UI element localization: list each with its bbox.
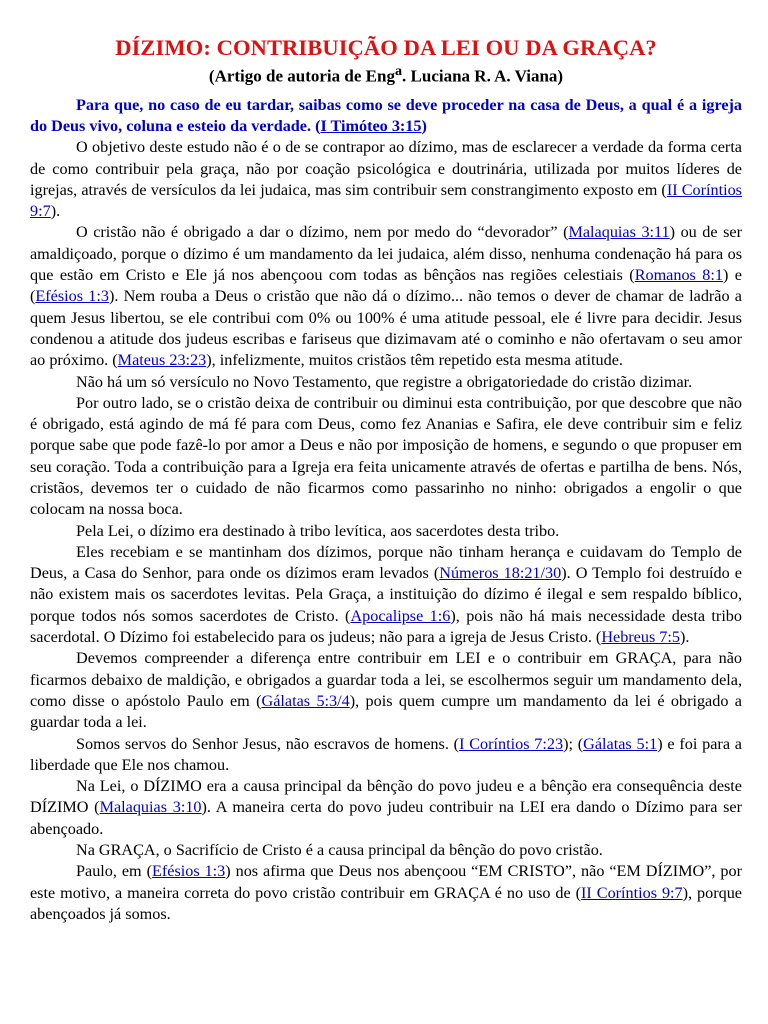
paragraph-text: O cristão não é obrigado a dar o dízimo, nem por medo do “devorador” ( — [76, 223, 569, 242]
paragraph-text: ), pois não há mais necessidade desta tribo sacerdotal. O Dízimo foi estabelecido para os judeus; não para a igreja de Jesus Cristo. ( — [30, 606, 742, 647]
subtitle-author: . Luciana R. A. Viana) — [402, 66, 564, 86]
paragraph-text: Para que, no caso de eu tardar, saibas como se deve proceder na casa de Deus, a qual é a igreja do Deus vivo, coluna e esteio da verdade. ( — [30, 95, 742, 135]
scripture-reference-link[interactable]: Malaquias 3:10 — [99, 798, 202, 817]
paragraph-text: Devemos compreender a diferença entre contribuir em LEI e o contribuir em GRAÇA, para não ficarmos debaixo de maldição, e obrigados a guardar toda a lei, se escolhermos seguir um mandamento dela, como disse o apóstolo Paulo em ( — [30, 649, 742, 710]
subtitle-superscript: a — [394, 63, 403, 79]
paragraph — [30, 840, 742, 861]
scripture-reference-link[interactable]: Mateus 23:23 — [117, 351, 207, 370]
scripture-reference-link[interactable]: Gálatas 5:1 — [583, 734, 658, 753]
scripture-reference-link[interactable]: II Coríntios 9:7 — [581, 883, 683, 902]
document-title: DÍZIMO: CONTRIBUIÇÃO DA LEI OU DA GRAÇA? — [115, 35, 657, 60]
article-body — [30, 95, 742, 926]
paragraph-text: ). — [50, 202, 61, 221]
epigraph-verse — [30, 95, 742, 138]
paragraph-text: O objetivo deste estudo não é o de se contrapor ao dízimo, mas de esclarecer a verdade da forma certa de como contribuir pela graça, não por coação psicológica e doutrinária, utilizada por muitos líderes de igrejas, através de versículos da lei judaica, mas sim contribuir sem constrangimento exposto em ( — [30, 138, 742, 199]
paragraph-text: ); ( — [563, 734, 584, 753]
paragraph-text: ) nos afirma que Deus nos abençoou “EM CRISTO”, não “EM DÍZIMO”, por este motivo, a maneira correta do povo cristão contribuir em GRAÇA é no uso de ( — [30, 862, 742, 902]
paragraph-text: Eles recebiam e se mantinham dos dízimos, porque não tinham herança e cuidavam do Templo de Deus, a Casa do Senhor, para onde os dízimos eram levados ( — [30, 542, 742, 583]
scripture-reference-link[interactable]: II Coríntios 9:7 — [30, 180, 742, 221]
document-subtitle — [30, 61, 742, 87]
paragraph-text: Somos servos do Senhor Jesus, não escravos de homens. ( — [76, 734, 460, 753]
scripture-reference-link[interactable]: I Coríntios 7:23 — [459, 734, 564, 753]
scripture-reference-link[interactable]: Efésios 1:3 — [151, 862, 226, 881]
scripture-reference-link[interactable]: Apocalipse 1:6 — [350, 606, 451, 625]
paragraph-text: Não há um só versículo no Novo Testamento, que registre a obrigatoriedade do cristão dizimar. — [76, 372, 693, 391]
paragraph-text: ). — [680, 628, 690, 647]
scripture-reference-link[interactable]: Números 18:21/30 — [439, 564, 562, 583]
paragraph — [30, 542, 742, 648]
paragraph-text: ) e foi para a liberdade que Ele nos chamou. — [30, 734, 742, 774]
paragraph-text: ), pois quem cumpre um mandamento da lei é obrigado a guardar toda a lei. — [30, 691, 742, 732]
paragraph-text: ) — [421, 116, 427, 135]
scripture-reference-link[interactable]: I Timóteo 3:15 — [320, 116, 422, 135]
paragraph — [30, 521, 742, 542]
paragraph-text: Na Lei, o DÍZIMO era a causa principal da bênção do povo judeu e a bênção era consequência deste DÍZIMO ( — [30, 777, 742, 817]
paragraph-text: Pela Lei, o dízimo era destinado à tribo levítica, aos sacerdotes desta tribo. — [76, 521, 560, 540]
paragraph — [30, 648, 742, 733]
paragraph-text: ). O Templo foi destruído e não existem mais os sacerdotes levitas. Pela Graça, a instituição do dízimo é ilegal e sem respaldo bíblico, porque todos nós somos sacerdotes de Cristo. ( — [30, 564, 742, 625]
paragraph-text: Na GRAÇA, o Sacrifício de Cristo é a causa principal da bênção do povo cristão. — [76, 841, 603, 860]
paragraph — [30, 734, 742, 777]
paragraph — [30, 776, 742, 840]
paragraph-text: ) ou de ser amaldiçoado, porque o dízimo é um mandamento da lei judaica, além disso, nenhuma condenação há para os que estão em Cristo e Ele já nos abençoou com todas as bênçãos nas regiões celestiais ( — [30, 223, 743, 285]
paragraph — [30, 393, 742, 521]
paragraph — [30, 861, 742, 925]
scripture-reference-link[interactable]: Hebreus 7:5 — [601, 628, 680, 647]
subtitle-text: (Artigo de autoria de Eng — [208, 66, 395, 86]
paragraph-text: Paulo, em ( — [76, 862, 152, 881]
scripture-reference-link[interactable]: Malaquias 3:11 — [568, 223, 670, 242]
paragraph-text: ) e ( — [30, 266, 742, 306]
scripture-reference-link[interactable]: Efésios 1:3 — [35, 287, 109, 306]
paragraph-text: Por outro lado, se o cristão deixa de contribuir ou diminui esta contribuição, por que descobre que não é obrigado, está agindo de má fé para com Deus, como fez Ananias e Safira, ele deve contribuir sim e feliz porque sabe que pode fazê-lo por amor a Deus e não por imposição de homens, e segundo o que propuser em seu coração. Toda a contribuição para a Igreja era feita unicamente através de ofertas e partilha de bens. Nós, cristãos, devemos ter o cuidado de não ficarmos como passarinho no ninho: obrigados a engolir o que colocam na nossa boca. — [30, 393, 742, 519]
paragraph — [30, 222, 742, 371]
paragraph-text: ), porque abençoados já somos. — [30, 883, 742, 923]
paragraph-text: ), infelizmente, muitos cristãos têm repetido esta mesma atitude. — [206, 351, 623, 370]
paragraph-text: ). Nem rouba a Deus o cristão que não dá o dízimo... não temos o dever de chamar de ladrão a quem Jesus libertou, se ele contribui com 0% ou 100% é uma atitude pessoal, ele é livre para decidir. Jesus condenou a atitude dos judeus escribas e fariseus que dizimavam até o cominho e não ofertavam o seu amor ao próximo. ( — [30, 287, 742, 370]
paragraph — [30, 372, 742, 393]
scripture-reference-link[interactable]: Gálatas 5:3/4 — [261, 691, 350, 710]
paragraph — [30, 137, 742, 222]
scripture-reference-link[interactable]: Romanos 8:1 — [634, 266, 723, 285]
paragraph-text: ). A maneira certa do povo judeu contribuir na LEI era dando o Dízimo para ser abençoado. — [30, 798, 742, 838]
